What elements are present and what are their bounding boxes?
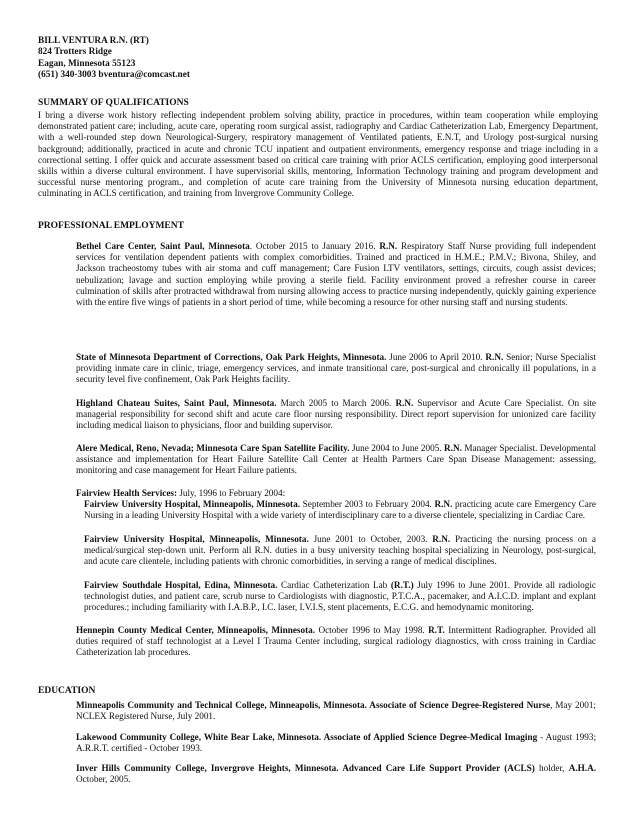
dates: June 2001 to October, 2003.	[308, 534, 433, 544]
dates: March 2005 to March 2006.	[276, 398, 396, 408]
details: , May 2001; NCLEX Registered Nurse, July 2001.	[76, 700, 596, 722]
school: Inver Hills Community College, Invergrove Heights, Minnesota. Advanced Care Life Support Provider (ACLS)	[76, 763, 535, 773]
dates: October 1996 to May 1998.	[315, 625, 429, 635]
job-entry-bethel	[76, 241, 596, 308]
summary-text: I bring a diverse work history reflecting independent problem solving ability, practice in procedures, within team cooperation while employing demonstrated patient care; including, acute care, operating room surgical assist, radiography and Cardiac Catheterization Lab, Emergency Department, with a well-rounded step down Neurological-Surgery, respiratory management of Ventilated patients, E.N.T, and Urology post-surgical nursing background; additionally, practiced in acute and chronic TCU inpatient and outpatient environments, emergency response and triage including in a correctional setting. I offer quick and accurate assessment based on critical care training with prior ACLS certification, employing good interpersonal skills within a diverse cultural environment. I have supervisorial skills, mentoring, Information Technology training and program development and successful nurse mentoring program., and completion of acute care training from the University of Minnesota nursing education department, culminating in ACLS certification, and training from Invergrove Community College.	[38, 110, 598, 199]
education-item	[76, 763, 596, 785]
details: holder,	[534, 763, 569, 773]
description: practicing acute care Emergency Care Nursing in a leading University Hospital with a wide variety of interdisciplinary care to a diverse clientele, specializing in Cardiac Care.	[84, 499, 596, 521]
role: R.N.	[444, 443, 462, 453]
description: Manager Specialist. Developmental assistance and implementation for Heart Failure Satellite Call Center at Health Partners Care Span Disease Management: assessing, monitoring and case management for Heart Failure patients.	[76, 443, 597, 476]
employer: Alere Medical, Reno, Nevada; Minnesota Care Span Satellite Facility.	[76, 443, 350, 453]
contact-city: Eagan, Minnesota 55123	[38, 58, 136, 69]
description: Senior; Nurse Specialist providing inmate care in clinic, triage, emergency services, and inmate transitional care, post-surgical and chronically ill populations, in a security level five confinement, Oak Park Heights facility.	[76, 352, 596, 385]
education-item	[76, 700, 596, 722]
dates: . October 2015 to January 2016.	[249, 241, 380, 251]
dates: September 2003 to February 2004.	[300, 499, 435, 509]
education-item	[76, 732, 596, 754]
employer: Fairview Health Services:	[76, 488, 178, 498]
description: Intermittent Radiographer. Provided all duties required of staff technologist at a Level I Trauma Center including, surgical radiology diagnostics, with cross training in Cardiac Catheterization lab procedures.	[76, 625, 596, 658]
role: R.N.	[395, 398, 414, 408]
employer: Hennepin County Medical Center, Minneapolis, Minnesota.	[76, 625, 316, 635]
summary-heading: SUMMARY OF QUALIFICATIONS	[38, 98, 189, 108]
employer: Fairview Southdale Hospital, Edina, Minnesota.	[84, 580, 278, 590]
job-entry-corrections	[76, 352, 596, 386]
description: Supervisor and Acute Care Specialist. On site managerial responsibility for second shift and acute care floor nursing responsibility. Direct report supervision for unionized care facility including medical liaison to physicians, floor and building supervisor.	[76, 398, 596, 431]
job-entry-alere	[76, 443, 596, 477]
role: R.N.	[485, 352, 504, 362]
description: Practicing the nursing process on a medical/surgical step-down unit. Perform all R.N. duties in a busy university teaching hospital specializing in Neurology, post-surgical, and acute care clientele, including patients with chronic comorbidities, in serving a range of medical disciplines.	[84, 534, 596, 567]
employment-heading: PROFESSIONAL EMPLOYMENT	[38, 221, 184, 231]
dates: July, 1996 to February 2004:	[177, 488, 286, 498]
fairview-sub-entry	[84, 499, 596, 521]
contact-name: BILL VENTURA R.N. (RT)	[38, 36, 149, 46]
certifier: A.H.A.	[568, 763, 596, 773]
description: July 1996 to June 2001. Provide all radiologic technologist duties, and patient care, scrub nurse to Cardiologists with diagnostic, P.T.C.A., pacemaker, and A.I.C.D. implant and explant procedures.; including familiarity with I.A.B.P., I.C. laser, I.V.I.S, stent placements, E.C.G. and hemodynamic monitoring.	[84, 580, 596, 613]
details: - August 1993; A.R.R.T. certified - October 1993.	[76, 732, 597, 754]
employer: Fairview University Hospital, Minneapolis, Minnesota.	[84, 499, 300, 509]
contact-street: 824 Trotters Ridge	[38, 47, 112, 58]
description: Respiratory Staff Nurse providing full independent services for ventilation dependent patients with complex comorbidities. Trained and practiced in H.M.E.; P.M.V.; Bivona, Shiley, and Jackson tracheostomy tubes with air stoma and cuff management; Care Fusion LTV ventilators, settings, circuits, cough assist devices; nebulization; lavage and suction employing while proving a sterile field. Facility environment proved a refresher course in career culmination of skills after protracted withdrawal from nursing allowing access to practice nursing independently, quickly gaining experience with the entire five wings of patients in a short period of time, while becoming a resource for other nursing staff and nursing students.	[76, 241, 597, 308]
contact-phone-email: (651) 340-3003 bventura@comcast.net	[38, 70, 190, 81]
fairview-sub-entry	[84, 534, 596, 568]
role: R.T.	[428, 625, 445, 635]
employer: Fairview University Hospital, Minneapolis, Minnesota.	[84, 534, 309, 544]
dates: Cardiac Catheterization Lab	[277, 580, 391, 590]
contact-block	[38, 36, 190, 82]
job-entry-highland	[76, 398, 596, 432]
job-entry-fairview	[76, 488, 596, 499]
role: R.N.	[379, 241, 398, 251]
employer: State of Minnesota Department of Corrections, Oak Park Heights, Minnesota.	[76, 352, 387, 362]
dates: June 2004 to June 2005.	[349, 443, 445, 453]
role: (R.T.)	[390, 580, 414, 590]
dates: June 2006 to April 2010.	[386, 352, 486, 362]
school: Minneapolis Community and Technical College, Minneapolis, Minnesota. Associate of Science Degree-Registered Nurse	[76, 700, 551, 710]
degree: Associate of Applied Science Degree-Medical Imaging	[321, 732, 538, 742]
role: R.N.	[432, 534, 451, 544]
education-heading: EDUCATION	[38, 686, 96, 696]
details-date: October, 2005.	[76, 774, 131, 785]
employer: Highland Chateau Suites, Saint Paul, Minnesota.	[76, 398, 277, 408]
role: R.N.	[434, 499, 453, 509]
employer: Bethel Care Center, Saint Paul, Minnesota	[76, 241, 250, 251]
fairview-sub-entry	[84, 580, 596, 614]
job-entry-hennepin	[76, 625, 596, 659]
school: Lakewood Community College, White Bear Lake, Minnesota.	[76, 732, 322, 742]
